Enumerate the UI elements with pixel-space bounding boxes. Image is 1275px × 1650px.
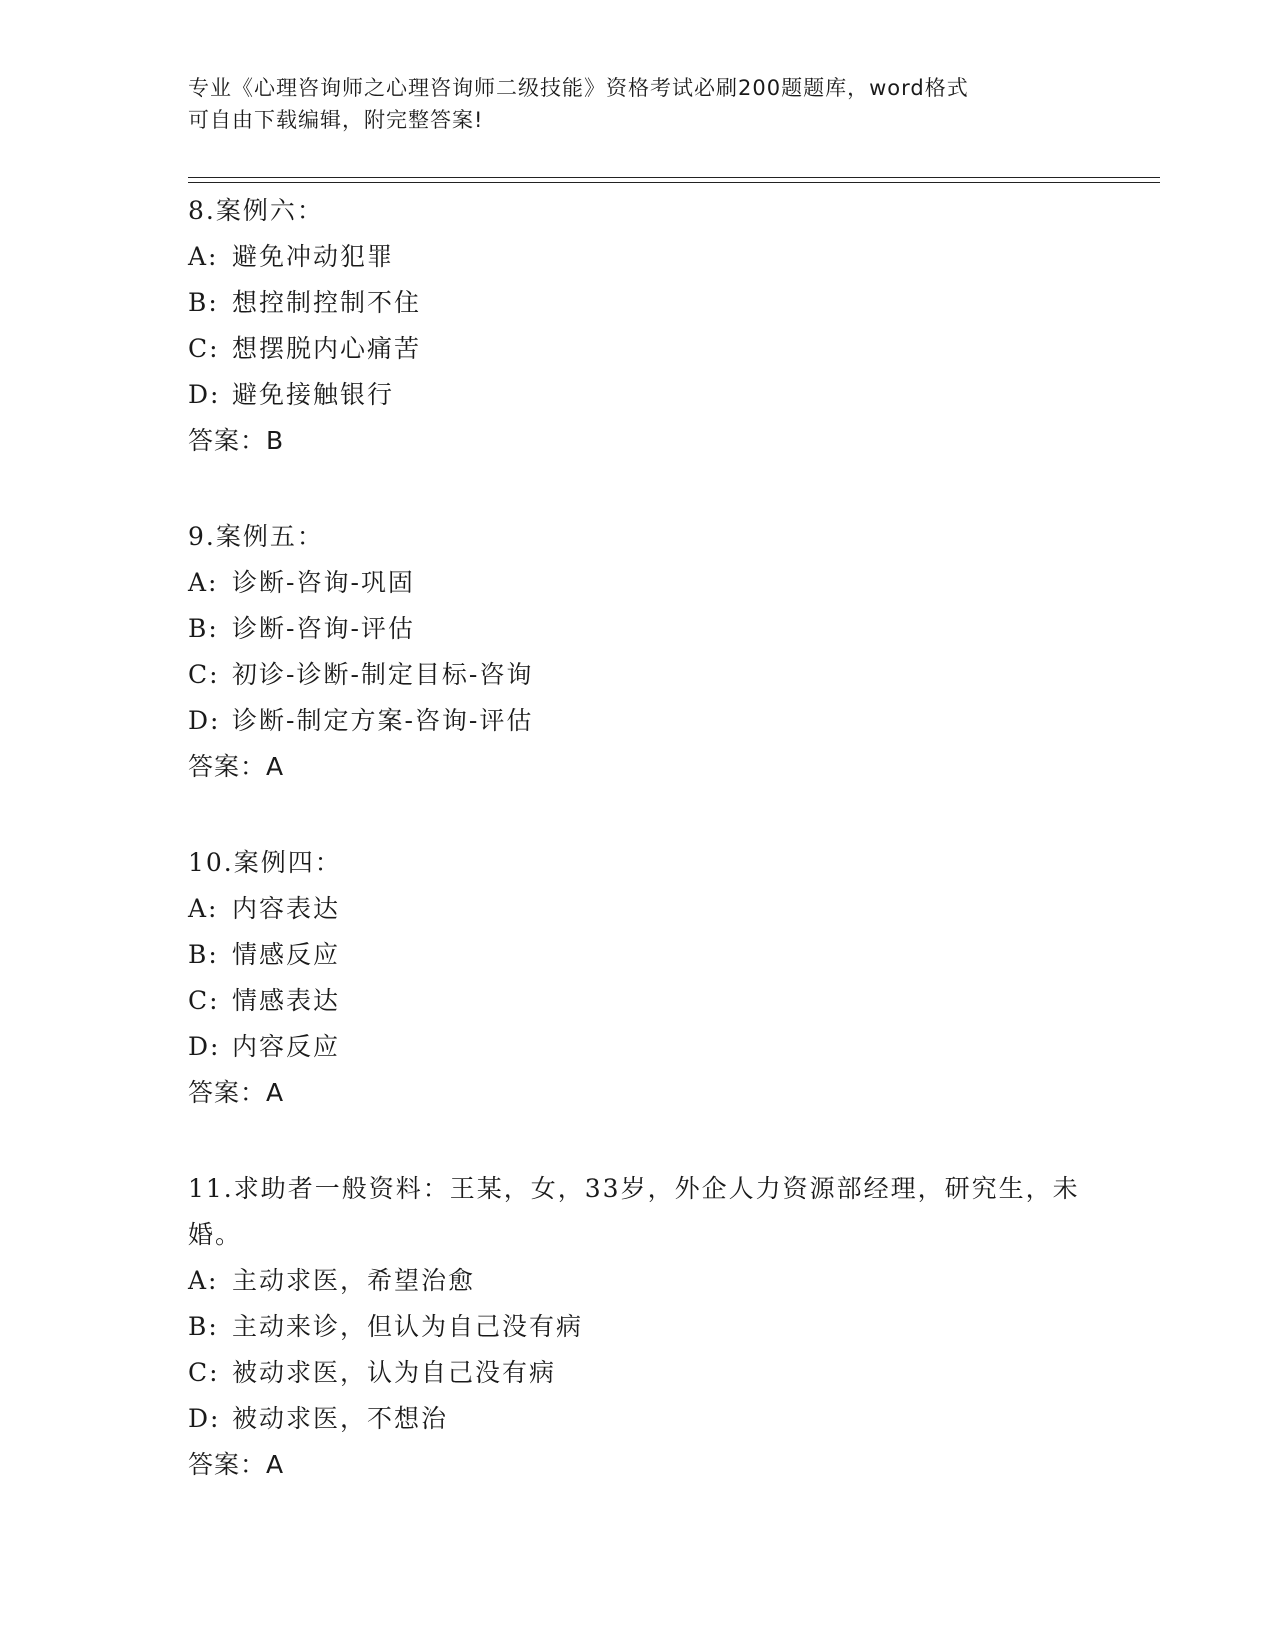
answer-label: 答案：A [188,1450,285,1479]
option-letter: B: [188,940,219,969]
option-text: 情感表达 [232,986,341,1015]
option-b [188,1304,1148,1350]
option-text: 情感反应 [232,940,341,969]
option-text: 诊断-咨询-评估 [232,614,415,643]
option-letter: A: [188,568,219,597]
option-letter: C: [188,1358,220,1387]
option-letter: D: [188,706,221,735]
option-c [188,326,1148,372]
option-c [188,652,1148,698]
answer-label: 答案：B [188,426,285,455]
answer-label: 答案：A [188,1078,285,1107]
option-text: 诊断-咨询-巩固 [232,568,415,597]
option-text: 内容表达 [232,894,341,923]
option-text: 初诊-诊断-制定目标-咨询 [232,660,534,689]
option-letter: A: [188,1266,219,1295]
option-letter: C: [188,334,220,363]
option-letter: C: [188,986,220,1015]
header-divider-bottom [188,182,1160,183]
option-b [188,932,1148,978]
header-line-1: 专业《心理咨询师之心理咨询师二级技能》资格考试必刷200题题库，word格式 [188,76,969,100]
question-stem: 8.案例六： [188,196,324,225]
option-a [188,886,1148,932]
answer-label: 答案：A [188,752,285,781]
question-stem: 10.案例四： [188,848,342,877]
question-9 [188,514,1148,790]
option-text: 避免冲动犯罪 [232,242,395,271]
question-11 [188,1166,1148,1488]
option-d [188,1396,1148,1442]
option-b [188,606,1148,652]
option-text: 被动求医，不想治 [232,1404,449,1433]
option-letter: B: [188,614,219,643]
option-d [188,372,1148,418]
option-letter: B: [188,288,219,317]
option-letter: B: [188,1312,219,1341]
document-header [188,72,1088,136]
option-letter: D: [188,380,221,409]
question-stem: 11.求助者一般资料：王某，女，33岁，外企人力资源部经理，研究生，未婚。 [188,1174,1080,1249]
option-text: 主动求医，希望治愈 [232,1266,476,1295]
option-d [188,1024,1148,1070]
option-text: 想控制控制不住 [232,288,422,317]
question-list [188,188,1148,1538]
option-letter: C: [188,660,220,689]
option-d [188,698,1148,744]
option-letter: A: [188,242,219,271]
option-text: 被动求医，认为自己没有病 [232,1358,557,1387]
option-text: 内容反应 [232,1032,341,1061]
option-b [188,280,1148,326]
option-a [188,1258,1148,1304]
option-text: 避免接触银行 [232,380,395,409]
option-text: 想摆脱内心痛苦 [232,334,422,363]
question-8 [188,188,1148,464]
option-c [188,1350,1148,1396]
question-10 [188,840,1148,1116]
option-letter: D: [188,1032,221,1061]
option-letter: A: [188,894,219,923]
header-line-2: 可自由下载编辑，附完整答案! [188,108,484,132]
option-a [188,560,1148,606]
option-a [188,234,1148,280]
option-letter: D: [188,1404,221,1433]
option-c [188,978,1148,1024]
option-text: 诊断-制定方案-咨询-评估 [232,706,534,735]
option-text: 主动来诊，但认为自己没有病 [232,1312,584,1341]
question-stem: 9.案例五： [188,522,324,551]
header-divider-top [188,177,1160,178]
